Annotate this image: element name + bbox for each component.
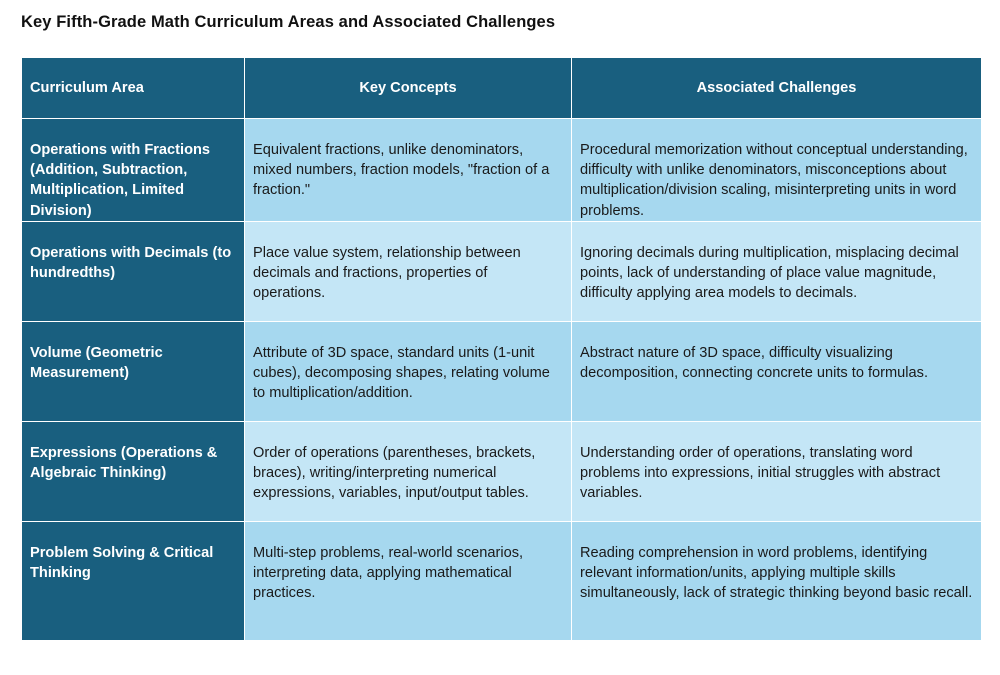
associated-challenges-cell: Ignoring decimals during multiplication, misplacing decimal points, lack of understanding of place value magnitude, difficulty applying area models to decimals. — [572, 221, 982, 321]
associated-challenges-cell: Abstract nature of 3D space, difficulty visualizing decomposition, connecting concrete units to formulas. — [572, 321, 982, 421]
header-associated-challenges: Associated Challenges — [572, 58, 982, 119]
associated-challenges-cell: Understanding order of operations, translating word problems into expressions, initial struggles with abstract variables. — [572, 421, 982, 521]
associated-challenges-cell: Reading comprehension in word problems, identifying relevant information/units, applying multiple skills simultaneously, lack of strategic thinking beyond basic recall. — [572, 521, 982, 640]
table-row — [22, 321, 982, 421]
key-concepts-cell: Order of operations (parentheses, brackets, braces), writing/interpreting numerical expressions, variables, input/output tables. — [245, 421, 572, 521]
table-row — [22, 421, 982, 521]
curriculum-table — [21, 57, 982, 641]
curriculum-area-cell: Volume (Geometric Measurement) — [22, 321, 245, 421]
header-key-concepts: Key Concepts — [245, 58, 572, 119]
table-row — [22, 119, 982, 222]
table-row — [22, 521, 982, 640]
curriculum-area-cell: Operations with Decimals (to hundredths) — [22, 221, 245, 321]
curriculum-area-cell: Problem Solving & Critical Thinking — [22, 521, 245, 640]
page-title: Key Fifth-Grade Math Curriculum Areas and Associated Challenges — [21, 13, 556, 31]
key-concepts-cell: Multi-step problems, real-world scenarios, interpreting data, applying mathematical practices. — [245, 521, 572, 640]
key-concepts-cell: Equivalent fractions, unlike denominators, mixed numbers, fraction models, "fraction of a fraction." — [245, 119, 572, 222]
header-curriculum-area: Curriculum Area — [22, 58, 245, 119]
table-header-row — [22, 58, 982, 119]
curriculum-area-cell: Operations with Fractions (Addition, Subtraction, Multiplication, Limited Division) — [22, 119, 245, 222]
key-concepts-cell: Place value system, relationship between decimals and fractions, properties of operations. — [245, 221, 572, 321]
key-concepts-cell: Attribute of 3D space, standard units (1-unit cubes), decomposing shapes, relating volume to multiplication/addition. — [245, 321, 572, 421]
curriculum-area-cell: Expressions (Operations & Algebraic Thinking) — [22, 421, 245, 521]
table-row — [22, 221, 982, 321]
associated-challenges-cell: Procedural memorization without conceptual understanding, difficulty with unlike denominators, misconceptions about multiplication/division scaling, misinterpreting units in word problems. — [572, 119, 982, 222]
